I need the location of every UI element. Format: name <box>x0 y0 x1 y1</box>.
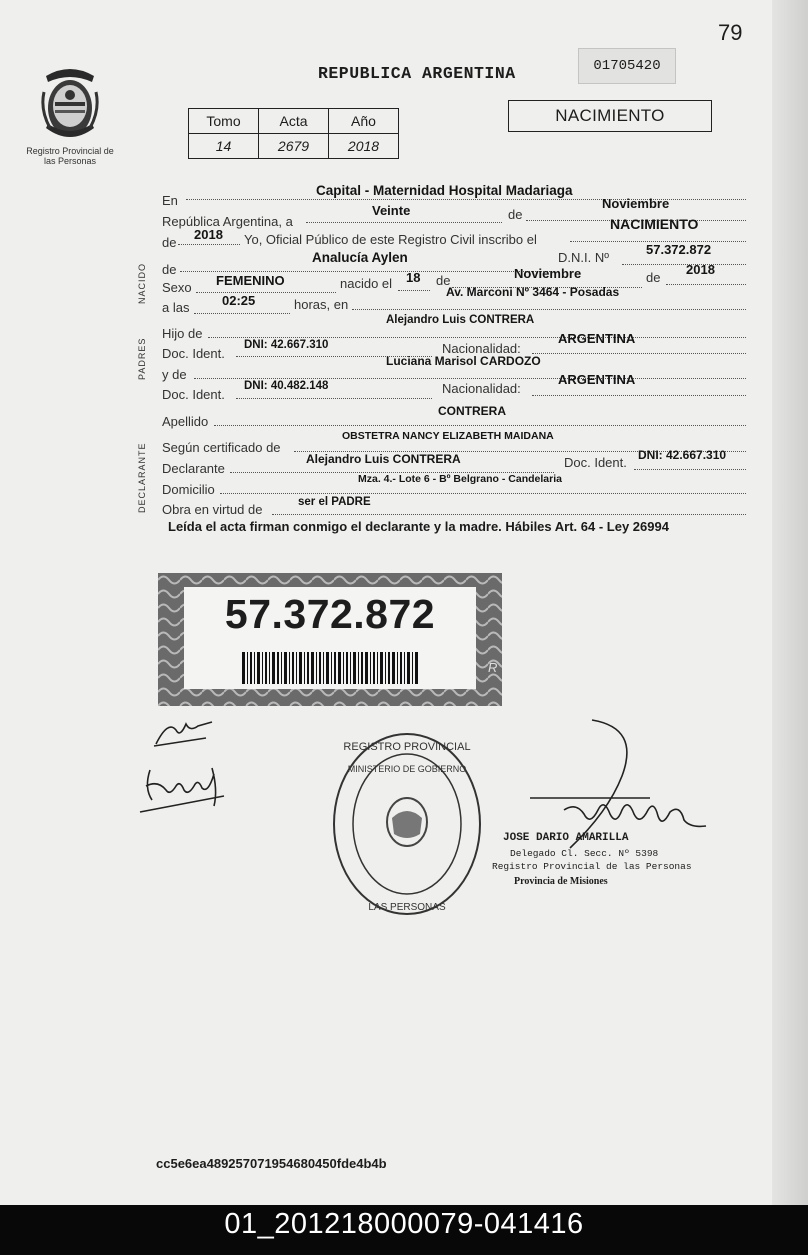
section-label-declarant: DECLARANTE <box>137 442 147 513</box>
sex-value: FEMENINO <box>216 273 285 288</box>
sticker-side-letter: R <box>488 660 498 675</box>
dotted-line <box>398 290 430 291</box>
label-de-name: de <box>162 262 177 277</box>
declarant-doc-value: DNI: 42.667.310 <box>638 448 727 462</box>
label-a-las: a las <box>162 300 190 315</box>
time-value: 02:25 <box>222 293 256 308</box>
document-type: NACIMIENTO <box>508 100 712 132</box>
dotted-line <box>194 313 290 314</box>
label-nacido-el: nacido el <box>340 276 393 291</box>
provincial-coat-of-arms-icon <box>38 66 102 144</box>
section-label-born: NACIDO <box>137 262 147 304</box>
year-value: 2018 <box>329 134 399 159</box>
tomo-value: 14 <box>189 134 259 159</box>
section-label-parents: PADRES <box>137 337 147 380</box>
label-republic: República Argentina, a <box>162 214 293 229</box>
label-nacionalidad2: Nacionalidad: <box>442 381 521 396</box>
registrar-province: Provincia de Misiones <box>514 876 608 887</box>
label-officer: Yo, Oficial Público de este Registro Civil inscribo el <box>244 232 537 247</box>
label-en: En <box>162 193 178 208</box>
official-seal-icon <box>330 730 484 918</box>
dotted-line <box>634 469 746 470</box>
label-declarante: Declarante <box>162 461 225 476</box>
dotted-line <box>194 378 746 379</box>
dotted-line <box>532 395 746 396</box>
table-header: Año <box>329 109 399 134</box>
child-name-value: Analucía Aylen <box>312 250 408 265</box>
mother-nationality-value: ARGENTINA <box>558 372 636 387</box>
birth-place-value: Av. Marconi Nº 3464 - Posadas <box>446 285 620 299</box>
day-value: Veinte <box>372 203 411 218</box>
registrar-title: Delegado Cl. Secc. Nº 5398 <box>510 848 659 859</box>
father-doc-value: DNI: 42.667.310 <box>244 339 329 351</box>
label-obra-en-virtud: Obra en virtud de <box>162 502 263 517</box>
label-hijo-de: Hijo de <box>162 326 203 341</box>
label-segun-certificado: Según certificado de <box>162 440 281 455</box>
mother-doc-value: DNI: 40.482.148 <box>244 380 329 392</box>
barcode-icon <box>242 652 418 684</box>
label-sexo: Sexo <box>162 280 192 295</box>
label-de-year: de <box>162 235 177 250</box>
footer-code: 01_201218000079-041416 <box>224 1208 584 1240</box>
serial-number: 01705420 <box>578 48 676 84</box>
label-apellido: Apellido <box>162 414 209 429</box>
label-doc-ident: Doc. Ident. <box>162 346 225 361</box>
country-title: REPUBLICA ARGENTINA <box>318 64 516 83</box>
dotted-line <box>220 493 746 494</box>
dotted-line <box>306 222 502 223</box>
place-value: Capital - Maternidad Hospital Madariaga <box>316 183 573 198</box>
svg-text:LAS PERSONAS: LAS PERSONAS <box>368 902 446 913</box>
label-dni: D.N.I. Nº <box>558 250 609 265</box>
page-number: 79 <box>718 20 743 45</box>
dotted-line <box>180 271 552 272</box>
dotted-line <box>178 244 240 245</box>
month-value: Noviembre <box>602 196 670 211</box>
label-de: de <box>508 207 523 222</box>
event-value: NACIMIENTO <box>610 216 699 232</box>
year-value-text: 2018 <box>194 227 223 242</box>
acta-value: 2679 <box>259 134 329 159</box>
father-name-value: Alejandro Luis CONTRERA <box>386 314 535 326</box>
dotted-line <box>214 425 746 426</box>
closing-text: Leída el acta firman conmigo el declarante y la madre. Hábiles Art. 64 - Ley 26994 <box>168 519 669 534</box>
label-horas-en: horas, en <box>294 297 349 312</box>
certificate-by-value: OBSTETRA NANCY ELIZABETH MAIDANA <box>342 430 554 442</box>
svg-text:MINISTERIO DE GOBIERNO: MINISTERIO DE GOBIERNO <box>347 764 467 774</box>
dni-value: 57.372.872 <box>646 242 712 257</box>
sticker-dni-number: 57.372.872 <box>224 591 436 637</box>
mother-name-value: Luciana Marisol CARDOZO <box>386 354 541 368</box>
dotted-line <box>196 292 336 293</box>
label-de-year2: de <box>646 270 661 285</box>
by-virtue-value: ser el PADRE <box>298 496 371 508</box>
document-hash: cc5e6ea489257071954680450fde4b4b <box>156 1156 387 1171</box>
father-nationality-value: ARGENTINA <box>558 331 636 346</box>
registry-name: Registro Provincial de las Personas <box>26 146 114 166</box>
address-value: Mza. 4.- Lote 6 - Bº Belgrano - Candelaria <box>358 473 562 485</box>
birth-year-value: 2018 <box>686 262 715 277</box>
registrar-name: JOSE DARIO AMARILLA <box>503 832 629 844</box>
dotted-line <box>666 284 746 285</box>
label-doc-ident3: Doc. Ident. <box>564 455 627 470</box>
page-edge <box>772 0 808 1205</box>
dotted-line <box>352 309 746 310</box>
dotted-line <box>208 337 746 338</box>
label-de-month: de <box>436 273 451 288</box>
table-header: Acta <box>259 109 329 134</box>
birth-month-value: Noviembre <box>514 266 582 281</box>
dotted-line <box>272 514 746 515</box>
registry-table <box>188 108 399 159</box>
dotted-line <box>236 398 432 399</box>
label-y-de: y de <box>162 367 187 382</box>
declarant-name-value: Alejandro Luis CONTRERA <box>306 452 461 466</box>
label-doc-ident2: Doc. Ident. <box>162 387 225 402</box>
label-domicilio: Domicilio <box>162 482 215 497</box>
initials-signature <box>150 716 220 750</box>
birth-day-value: 18 <box>406 270 421 285</box>
registrar-office: Registro Provincial de las Personas <box>492 861 692 872</box>
dotted-line <box>622 264 746 265</box>
dotted-line <box>532 353 746 354</box>
table-header: Tomo <box>189 109 259 134</box>
label-nacionalidad: Nacionalidad: <box>442 341 521 356</box>
svg-text:REGISTRO PROVINCIAL: REGISTRO PROVINCIAL <box>343 741 471 753</box>
declarant-signature <box>136 760 232 818</box>
surname-value: CONTRERA <box>438 404 506 418</box>
